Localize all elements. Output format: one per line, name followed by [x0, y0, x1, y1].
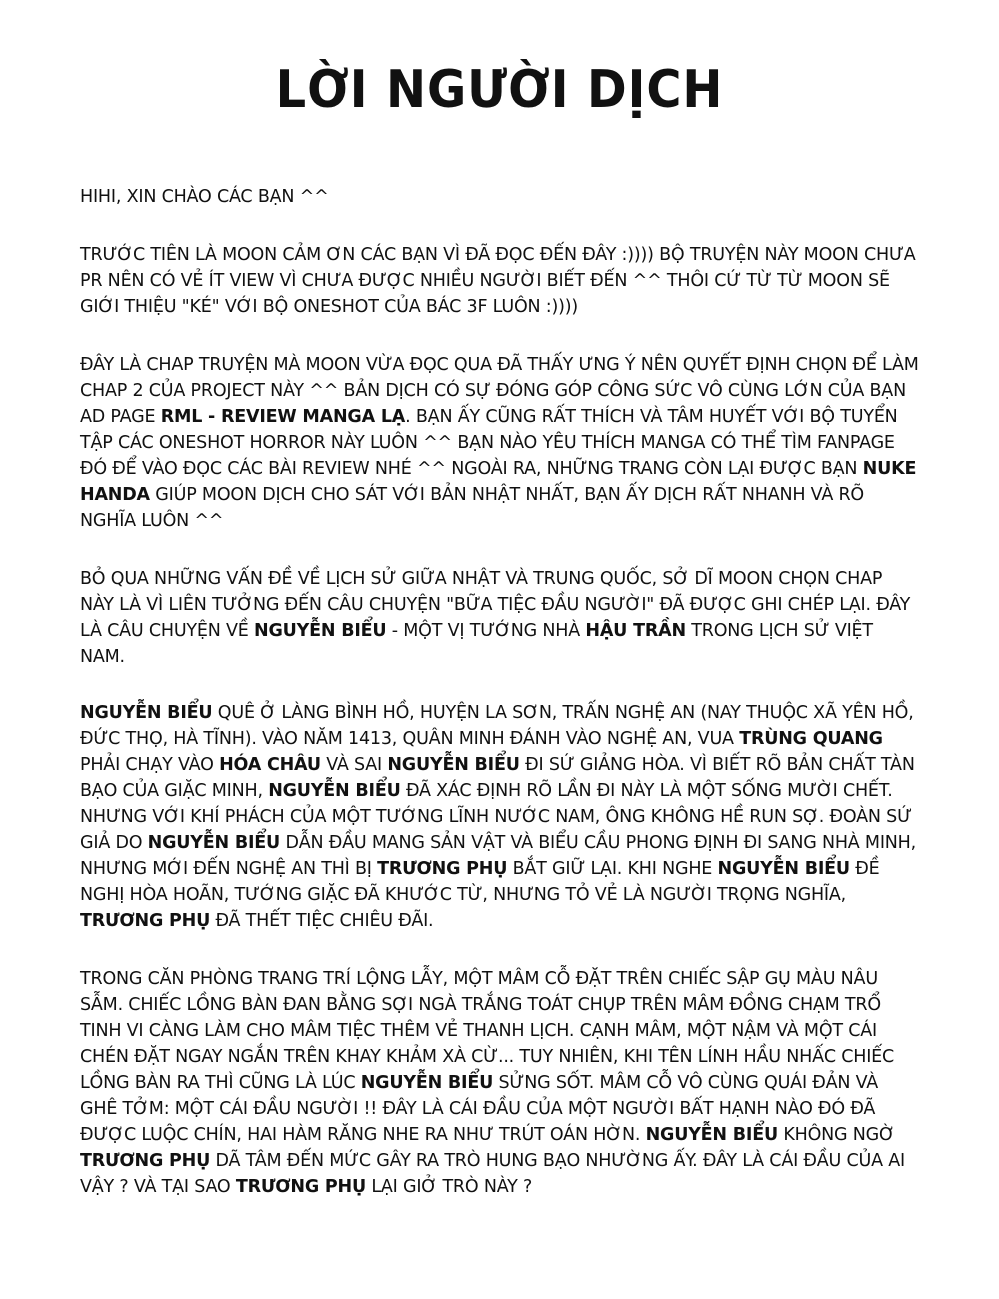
- text-run: DÃ TÂM ĐẾN MỨC GÂY RA TRÒ HUNG BẠO NHƯỜNG ẤY. ĐÂY LÀ CÁI ĐẦU CỦA AI VẬY ? VÀ TẠI SAO: [80, 1151, 906, 1197]
- note-body: [80, 184, 920, 1232]
- text-run: VÀ SAI: [320, 755, 388, 775]
- bold-run: TRƯƠNG PHỤ: [80, 911, 211, 931]
- bold-run: NGUYỄN BIỂU: [254, 621, 387, 641]
- text-run: PHẢI CHẠY VÀO: [80, 755, 220, 775]
- bold-run: TRƯƠNG PHỤ: [377, 859, 508, 879]
- bold-run: TRÙNG QUANG: [739, 729, 883, 749]
- bold-run: HÓA CHÂU: [219, 755, 321, 775]
- bold-run: NGUYỄN BIỂU: [717, 859, 850, 879]
- text-run: TRƯỚC TIÊN LÀ MOON CẢM ƠN CÁC BẠN VÌ ĐÃ ĐỌC ĐẾN ĐÂY :)))) BỘ TRUYỆN NÀY MOON CHƯA PR NÊN CÓ VẺ ÍT VIEW VÌ CHƯA ĐƯỢC NHIỀU NGƯỜI BIẾT ĐẾN ^^ THÔI CỨ TỪ TỪ MOON SẼ GIỚI THIỆU "KÉ" VỚI BỘ ONESHOT CỦA BÁC 3F LUÔN :)))): [80, 245, 916, 317]
- paragraph-credits: [80, 352, 920, 534]
- paragraph-thanks: [80, 242, 920, 320]
- paragraph-history-intro: [80, 566, 920, 670]
- text-run: LẠI GIỞ TRÒ NÀY ?: [365, 1177, 533, 1197]
- text-run: ĐÃ THẾT TIỆC CHIÊU ĐÃI.: [210, 911, 434, 931]
- bold-run: NGUYỄN BIỂU: [645, 1125, 778, 1145]
- bold-run: NGUYỄN BIỂU: [360, 1073, 494, 1093]
- text-run: TRONG LỊCH SỬ VIỆT NAM.: [80, 621, 873, 667]
- bold-run: NGUYỄN BIỂU: [147, 833, 281, 853]
- text-run: BẮT GIỮ LẠI. KHI NGHE: [507, 859, 718, 879]
- bold-run: NGUYỄN BIỂU: [80, 703, 213, 723]
- text-run: GIÚP MOON DỊCH CHO SÁT VỚI BẢN NHẬT NHẤT, BẠN ẤY DỊCH RẤT NHANH VÀ RÕ NGHĨA LUÔN ^^: [80, 485, 864, 531]
- text-run: ĐI SỨ GIẢNG HÒA. VÌ BIẾT RÕ BẢN CHẤT TÀN BẠO CỦA GIẶC MINH,: [80, 755, 915, 801]
- text-run: . BẠN ẤY CŨNG RẤT THÍCH VÀ TÂM HUYẾT VỚI BỘ TUYỂN TẬP CÁC ONESHOT HORROR NÀY LUÔN ^^ BẠN NÀO YÊU THÍCH MANGA CÓ THỂ TÌM FANPAGE ĐÓ ĐỂ VÀO ĐỌC CÁC BÀI REVIEW NHÉ ^^ NGOÀI RA, NHỮNG TRANG CÒN LẠI ĐƯỢC BẠN: [80, 407, 898, 479]
- paragraph-greeting: [80, 184, 920, 210]
- page-title: LỜI NGƯỜI DỊCH: [275, 60, 724, 120]
- text-run: DẪN ĐẦU MANG SẢN VẬT VÀ BIỂU CẦU PHONG ĐỊNH ĐI SANG NHÀ MINH, NHƯNG MỚI ĐẾN NGHỆ AN THÌ BỊ: [80, 833, 916, 879]
- bold-run: NGUYỄN BIỂU: [387, 755, 520, 775]
- text-run: SỬNG SỐT. MÂM CỖ VÔ CÙNG QUÁI ĐẢN VÀ GHÊ TỞM: MỘT CÁI ĐẦU NGƯỜI !! ĐÂY LÀ CÁI ĐẦU CỦA MỘT NGƯỜI BẤT HẠNH NÀO ĐÓ ĐÃ ĐƯỢC LUỘC CHÍN, HAI HÀM RĂNG NHE RA NHƯ TRÚT OÁN HỜN.: [80, 1073, 879, 1145]
- bold-run: TRƯƠNG PHỤ: [235, 1177, 366, 1197]
- bold-run: HẬU TRẦN: [585, 621, 686, 641]
- text-run: ĐÃ XÁC ĐỊNH RÕ LẦN ĐI NÀY LÀ MỘT SỐNG MƯỜI CHẾT. NHƯNG VỚI KHÍ PHÁCH CỦA MỘT TƯỚNG LĨNH NƯỚC NAM, ÔNG KHÔNG HỀ RUN SỢ. ĐOÀN SỨ GIẢ DO: [80, 781, 912, 853]
- bold-run: TRƯƠNG PHỤ: [80, 1151, 211, 1171]
- text-run: ĐÂY LÀ CHAP TRUYỆN MÀ MOON VỪA ĐỌC QUA ĐÃ THẤY ƯNG Ý NÊN QUYẾT ĐỊNH CHỌN ĐỂ LÀM CHAP 2 CỦA PROJECT NÀY ^^ BẢN DỊCH CÓ SỰ ĐÓNG GÓP CÔNG SỨC VÔ CÙNG LỚN CỦA BẠN AD PAGE: [80, 355, 919, 427]
- paragraph-nguyen-bieu: [80, 700, 920, 934]
- text-run: ĐỀ NGHỊ HÒA HOÃN, TƯỚNG GIẶC ĐÃ KHƯỚC TỪ, NHƯNG TỎ VẺ LÀ NGƯỜI TRỌNG NGHĨA,: [80, 859, 880, 905]
- text-run: BỎ QUA NHỮNG VẤN ĐỀ VỀ LỊCH SỬ GIỮA NHẬT VÀ TRUNG QUỐC, SỞ DĨ MOON CHỌN CHAP NÀY LÀ VÌ LIÊN TƯỞNG ĐẾN CÂU CHUYỆN "BỮA TIỆC ĐẦU NGƯỜI" ĐÃ ĐƯỢC GHI CHÉP LẠI. ĐÂY LÀ CÂU CHUYỆN VỀ: [80, 569, 911, 641]
- bold-run: NGUYỄN BIỂU: [268, 781, 401, 801]
- paragraph-banquet: [80, 966, 920, 1200]
- bold-run: NUKE HANDA: [80, 459, 917, 505]
- text-run: QUÊ Ở LÀNG BÌNH HỒ, HUYỆN LA SƠN, TRẤN NGHỆ AN (NAY THUỘC XÃ YÊN HỒ, ĐỨC THỌ, HÀ TĨNH). VÀO NĂM 1413, QUÂN MINH ĐÁNH VÀO NGHỆ AN, VUA: [80, 703, 914, 749]
- text-run: KHÔNG NGỜ: [777, 1125, 895, 1145]
- text-run: TRONG CĂN PHÒNG TRANG TRÍ LỘNG LẪY, MỘT MÂM CỖ ĐẶT TRÊN CHIẾC SẬP GỤ MÀU NÂU SẪM. CHIẾC LỒNG BÀN ĐAN BẰNG SỢI NGÀ TRẮNG TOÁT CHỤP TRÊN MÂM ĐỒNG CHẠM TRỔ TINH VI CÀNG LÀM CHO MÂM TIỆC THÊM VẺ THANH LỊCH. CẠNH MÂM, MỘT NẬM VÀ MỘT CÁI CHÉN ĐẶT NGAY NGẮN TRÊN KHAY KHẢM XÀ CỪ... TUY NHIÊN, KHI TÊN LÍNH HẦU NHẤC CHIẾC LỒNG BÀN RA THÌ CŨNG LÀ LÚC: [80, 969, 895, 1093]
- text-run: - MỘT VỊ TƯỚNG NHÀ: [386, 621, 586, 641]
- bold-run: RML - REVIEW MANGA LẠ: [160, 407, 406, 427]
- text-run: HIHI, XIN CHÀO CÁC BẠN ^^: [80, 187, 329, 207]
